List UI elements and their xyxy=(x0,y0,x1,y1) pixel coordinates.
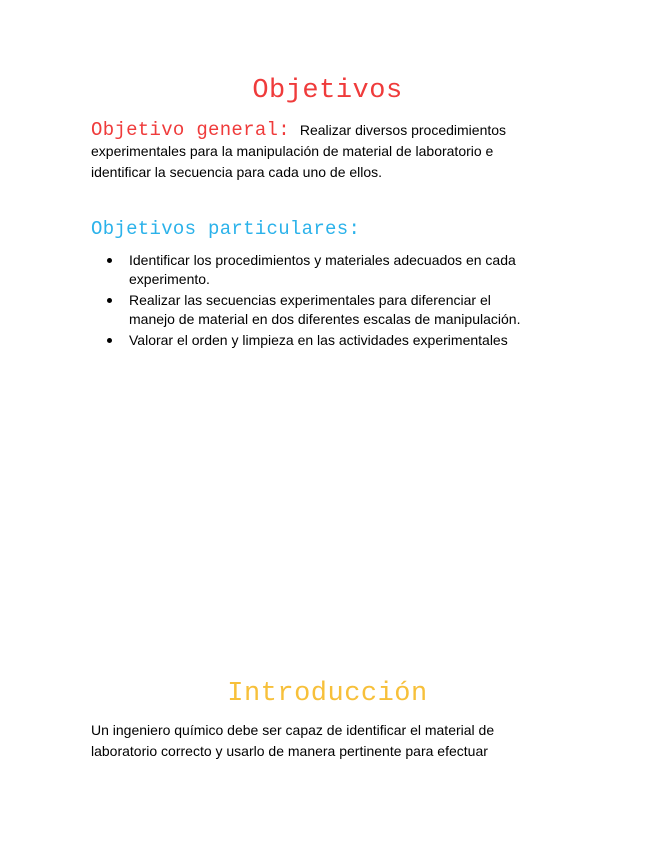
list-item xyxy=(129,291,561,329)
list-item xyxy=(129,251,561,289)
objetivos-particulares-heading: Objetivos particulares: xyxy=(91,218,361,240)
bullet-icon xyxy=(107,298,112,303)
objetivos-title: Objetivos xyxy=(252,76,403,106)
list-item xyxy=(129,331,561,350)
objetivo-general-text-line2: experimentales para la manipulación de material de laboratorio e xyxy=(91,143,494,159)
objetivos-particulares-list xyxy=(91,251,561,352)
bullet-icon xyxy=(107,258,112,263)
list-item-line2: experimento. xyxy=(129,271,210,287)
bullet-icon xyxy=(107,338,112,343)
list-item-line2: manejo de material en dos diferentes escalas de manipulación. xyxy=(129,311,521,327)
introduccion-paragraph xyxy=(91,720,561,762)
list-item-line1: Identificar los procedimientos y materiales adecuados en cada xyxy=(129,252,516,268)
introduccion-title: Introducción xyxy=(227,679,428,709)
objetivo-general-text-line3: identificar la secuencia para cada uno de ellos. xyxy=(91,164,383,180)
list-item-line1: Valorar el orden y limpieza en las actividades experimentales xyxy=(129,332,508,348)
introduccion-text-line2: laboratorio correcto y usarlo de manera pertinente para efectuar xyxy=(91,743,488,759)
list-item-line1: Realizar las secuencias experimentales para diferenciar el xyxy=(129,292,491,308)
objetivo-general-text-line1: Realizar diversos procedimientos xyxy=(299,122,507,138)
objetivo-general-label: Objetivo general: xyxy=(91,119,290,141)
objetivo-general-paragraph xyxy=(91,120,561,183)
introduccion-text-line1: Un ingeniero químico debe ser capaz de identificar el material de xyxy=(91,722,495,738)
